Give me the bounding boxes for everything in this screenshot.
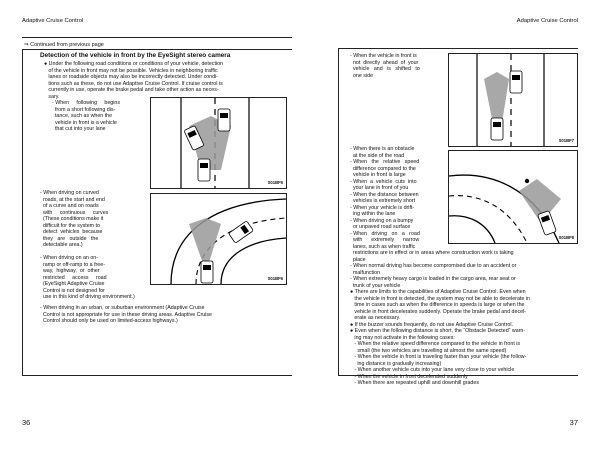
text-line: - When there is an obstacle	[350, 146, 415, 152]
text-line: tions such as these, do not use Adaptive Cruise Control. If cruise control is	[44, 80, 223, 87]
right-top-rule	[338, 48, 578, 49]
figure-code: S01BF5	[267, 180, 283, 185]
text-line: ing distance is gradually increasing)	[350, 360, 442, 367]
text-line: the vehicle in front is detected, the system may not be able to decelerate in	[350, 295, 530, 302]
figure-curve-drawing	[151, 194, 286, 284]
text-line: of a curve and on roads	[40, 203, 99, 209]
figure-code: S01BF7	[558, 138, 574, 143]
left-box-side-rule	[22, 49, 23, 375]
figure-offset-vehicle-drawing	[449, 54, 577, 146]
text-line: - When the relative speed difference compared to the vehicle in front is	[350, 341, 521, 347]
text-line: of the vehicle in front may not be possible. Vehicles in neighboring traffic	[44, 67, 218, 74]
text-line: ● There are limits to the capabilities of Adaptive Cruise Control. Even when	[350, 289, 526, 295]
text-line: with extremely narrow	[350, 237, 420, 243]
right-items-short	[350, 146, 420, 250]
right-item1	[350, 53, 420, 79]
left-running-header: Adaptive Cruise Control	[22, 18, 84, 24]
text-line: - When the relative speed	[350, 159, 420, 165]
figure-cut-in	[150, 97, 287, 189]
left-top-rule	[22, 37, 292, 38]
text-line: vehicle and is shifted to	[350, 66, 420, 72]
figure-obstacle	[448, 150, 578, 244]
text-line: - When driving in an urban, or suburban environment (Adaptive Cruise	[40, 305, 205, 311]
text-line: - When the vehicle in front is	[350, 53, 417, 59]
text-line: they are outside the	[40, 235, 99, 242]
text-line: - When normal driving has become compromised due to an accident or	[350, 263, 517, 269]
text-line: Control is not appropriate for use in these driving areas. Adaptive Cruise	[40, 311, 212, 318]
right-box-side-rule	[338, 48, 339, 375]
text-line: sary.	[44, 93, 60, 100]
text-line: Control is not designed for	[40, 287, 105, 294]
text-line: - When your vehicle is drift-	[350, 204, 415, 211]
text-line: currently in use, operate the brake pedal and take other action as neces-	[44, 87, 219, 93]
text-line: restricted access road	[40, 274, 107, 281]
text-line: - When there are repeated uphill and downhill grades	[350, 380, 479, 386]
text-line: lanes or roadside objects may also be incorrectly detected. Under condi-	[44, 74, 219, 80]
text-line: tance, such as when the	[52, 113, 113, 119]
continued-note	[24, 42, 104, 48]
text-line: lanes, such as when traffic	[350, 243, 416, 250]
text-line: with continuous curves	[40, 209, 109, 216]
continued-label: Continued from previous page	[30, 42, 104, 48]
left-item2	[40, 190, 108, 249]
text-line: ● Even when the following distance is short, the “Obstacle Detected” warn-	[350, 328, 526, 334]
left-para1	[44, 61, 223, 100]
text-line: difficult for the system to	[40, 222, 100, 229]
text-line: vehicle in front is a vehicle	[52, 119, 117, 126]
text-line: ramp or off-ramp to a free-	[40, 261, 105, 268]
text-line: ● If the buzzer sounds frequently, do not use Adaptive Cruise Control.	[350, 321, 513, 328]
text-line: time in cases such as when the difference in speeds is large or when the	[350, 302, 525, 308]
text-line: vehicle in front is large	[350, 172, 406, 178]
text-line: Control should only be used on limited-access highways.)	[40, 318, 178, 324]
text-line: roads, at the start and end	[40, 196, 105, 203]
text-line: (These conditions make it	[40, 216, 104, 222]
text-line: detect vehicles because	[40, 229, 103, 235]
figure-offset-vehicle	[448, 53, 578, 147]
text-line: vehicle in front decelerates suddenly. Operate the brake pedal and decel-	[350, 308, 526, 315]
text-line: - When the distance between	[350, 191, 419, 198]
text-line: one side	[350, 72, 373, 79]
text-line: detectable area.)	[40, 242, 83, 248]
right-page-number: 37	[569, 418, 578, 427]
text-line: - When a vehicle cuts into	[350, 178, 417, 185]
text-line: - When the vehicle in front is traveling faster than your vehicle (the follow-	[350, 354, 527, 360]
text-line: restrictions are in effect or in areas where construction work is taking	[350, 250, 514, 256]
text-line: use in this kind of driving environment.)	[40, 294, 135, 300]
figure-code: S01BF8	[558, 235, 574, 240]
left-box-bottom-rule	[22, 375, 292, 376]
continued-arrow-icon: ⇒	[24, 42, 29, 48]
text-line: your lane in front of you	[350, 185, 409, 191]
left-page-number: 36	[22, 418, 31, 427]
text-line: - When extremely heavy cargo is loaded in the cargo area, rear seat or	[350, 276, 516, 282]
text-line: - When driving on a bumpy	[350, 217, 414, 224]
text-line: at the side of the road	[350, 152, 405, 159]
text-line: - When driving on an on-	[40, 255, 99, 261]
text-line: from a short following dis-	[52, 106, 116, 113]
figure-obstacle-drawing	[449, 151, 577, 243]
text-line: way, highway, or other	[40, 268, 100, 274]
text-line: place	[350, 256, 366, 263]
text-line: ● Under the following road conditions or conditions of your vehicle, detection	[44, 61, 223, 67]
text-line: that cut into your lane	[52, 126, 106, 132]
text-line: - When driving on a road	[350, 230, 420, 237]
text-line: - When the vehicle in front decelerated suddenly	[350, 373, 468, 380]
text-line: vehicles is extremely short	[350, 198, 416, 204]
text-line: - When following begins	[52, 100, 121, 106]
text-line: - When another vehicle cuts into your lane very close to your vehicle	[350, 367, 515, 373]
right-items-long	[350, 250, 530, 387]
left-item3	[40, 255, 135, 301]
left-item1	[52, 100, 120, 133]
figure-code: S01BF6	[267, 276, 283, 281]
text-line: ing within the lane	[350, 211, 396, 217]
left-box-top-rule	[22, 49, 292, 50]
figure-curve	[150, 193, 287, 285]
right-running-header: Adaptive Cruise Control	[516, 18, 578, 24]
figure-cut-in-drawing	[151, 98, 286, 188]
text-line: (EyeSight Adaptive Cruise	[40, 281, 105, 287]
text-line: not directly ahead of your	[350, 59, 419, 66]
text-line: difference compared to the	[350, 165, 416, 172]
text-line: ing may not activate in the following cases:	[350, 334, 455, 341]
text-line: small (the two vehicles are travelling at almost the same speed)	[350, 347, 507, 354]
left-item4	[40, 305, 212, 325]
section-heading: Detection of the vehicle in front by the EyeSight stereo camera	[40, 52, 231, 59]
text-line: malfunction	[350, 269, 381, 276]
text-line: or unpaved road surface	[350, 224, 411, 230]
text-line: trunk of your vehicle	[350, 282, 401, 289]
text-line: - When driving on curved	[40, 190, 99, 196]
text-line: erate as necessary.	[350, 315, 401, 321]
